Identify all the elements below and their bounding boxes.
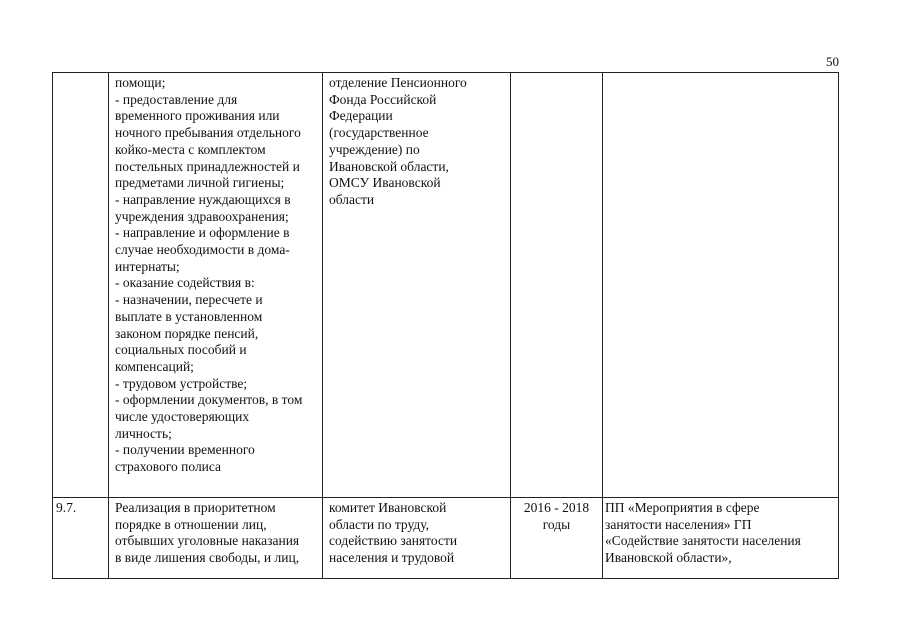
measure-line: числе удостоверяющих <box>115 409 250 425</box>
measure-line: - направление нуждающихся в <box>115 191 291 207</box>
measure-line: учреждения здравоохранения; <box>115 208 289 224</box>
executor-line: учреждение) по <box>329 141 420 157</box>
measure-line: - получении временного <box>115 442 255 458</box>
measure-line: Реализация в приоритетном <box>115 500 276 515</box>
measure-line: случае необходимости в дома- <box>115 242 290 258</box>
measure-line: койко-места с комплектом <box>115 141 266 157</box>
executor-line: комитет Ивановской <box>329 500 447 515</box>
measure-line: личность; <box>115 425 172 441</box>
measure-line: ночного пребывания отдельного <box>115 125 301 141</box>
row-number-cell: 9.7. <box>53 498 109 579</box>
period-line: годы <box>542 516 571 532</box>
executor-line: Фонда Российской <box>329 91 437 107</box>
period-cell <box>511 498 603 579</box>
executor-line: населения и трудовой <box>329 550 455 566</box>
measure-line: выплате в установленном <box>115 308 263 324</box>
table-row <box>53 73 839 498</box>
measure-line: временного проживания или <box>115 108 280 124</box>
measure-line: - предоставление для <box>115 91 238 107</box>
executor-line: области по труду, <box>329 516 430 532</box>
measure-line: - оказание содействия в: <box>115 275 255 291</box>
measure-line: помощи; <box>115 75 166 90</box>
measure-line: в виде лишения свободы, и лиц, <box>115 550 300 566</box>
measure-line: законом порядке пенсий, <box>115 325 259 341</box>
funding-source-cell <box>603 498 839 579</box>
source-line: Ивановской области», <box>605 550 732 566</box>
measure-line: интернаты; <box>115 258 180 274</box>
executor-cell <box>323 498 511 579</box>
measure-line: - назначении, пересчете и <box>115 292 263 308</box>
executor-line: содействию занятости <box>329 533 458 549</box>
measure-line: компенсаций; <box>115 358 194 374</box>
measure-line: социальных пособий и <box>115 342 247 358</box>
executor-line: Ивановской области, <box>329 158 449 174</box>
measure-line: отбывших уголовные наказания <box>115 533 300 549</box>
period-line: 2016 - 2018 <box>523 500 590 515</box>
measure-line: постельных принадлежностей и <box>115 158 300 174</box>
measure-cell <box>109 73 323 498</box>
row-number-cell <box>53 73 109 498</box>
executor-line: ОМСУ Ивановской <box>329 175 441 191</box>
executor-line: области <box>329 191 375 207</box>
table-row <box>53 498 839 579</box>
program-measures-table <box>52 72 839 579</box>
executor-line: отделение Пенсионного <box>329 75 467 90</box>
measure-line: - направление и оформление в <box>115 225 290 241</box>
measure-cell <box>109 498 323 579</box>
source-line: ПП «Мероприятия в сфере <box>605 500 760 515</box>
funding-source-cell <box>603 73 839 498</box>
period-cell <box>511 73 603 498</box>
measure-line: - оформлении документов, в том <box>115 392 303 408</box>
measure-line: предметами личной гигиены; <box>115 175 285 191</box>
executor-cell <box>323 73 511 498</box>
executor-line: Федерации <box>329 108 393 124</box>
source-line: «Содействие занятости населения <box>605 533 801 549</box>
executor-line: (государственное <box>329 125 429 141</box>
page-number: 50 <box>826 54 839 69</box>
measure-line: порядке в отношении лиц, <box>115 516 267 532</box>
measure-line: страхового полиса <box>115 459 222 475</box>
measure-line: - трудовом устройстве; <box>115 375 248 391</box>
source-line: занятости населения» ГП <box>605 516 752 532</box>
